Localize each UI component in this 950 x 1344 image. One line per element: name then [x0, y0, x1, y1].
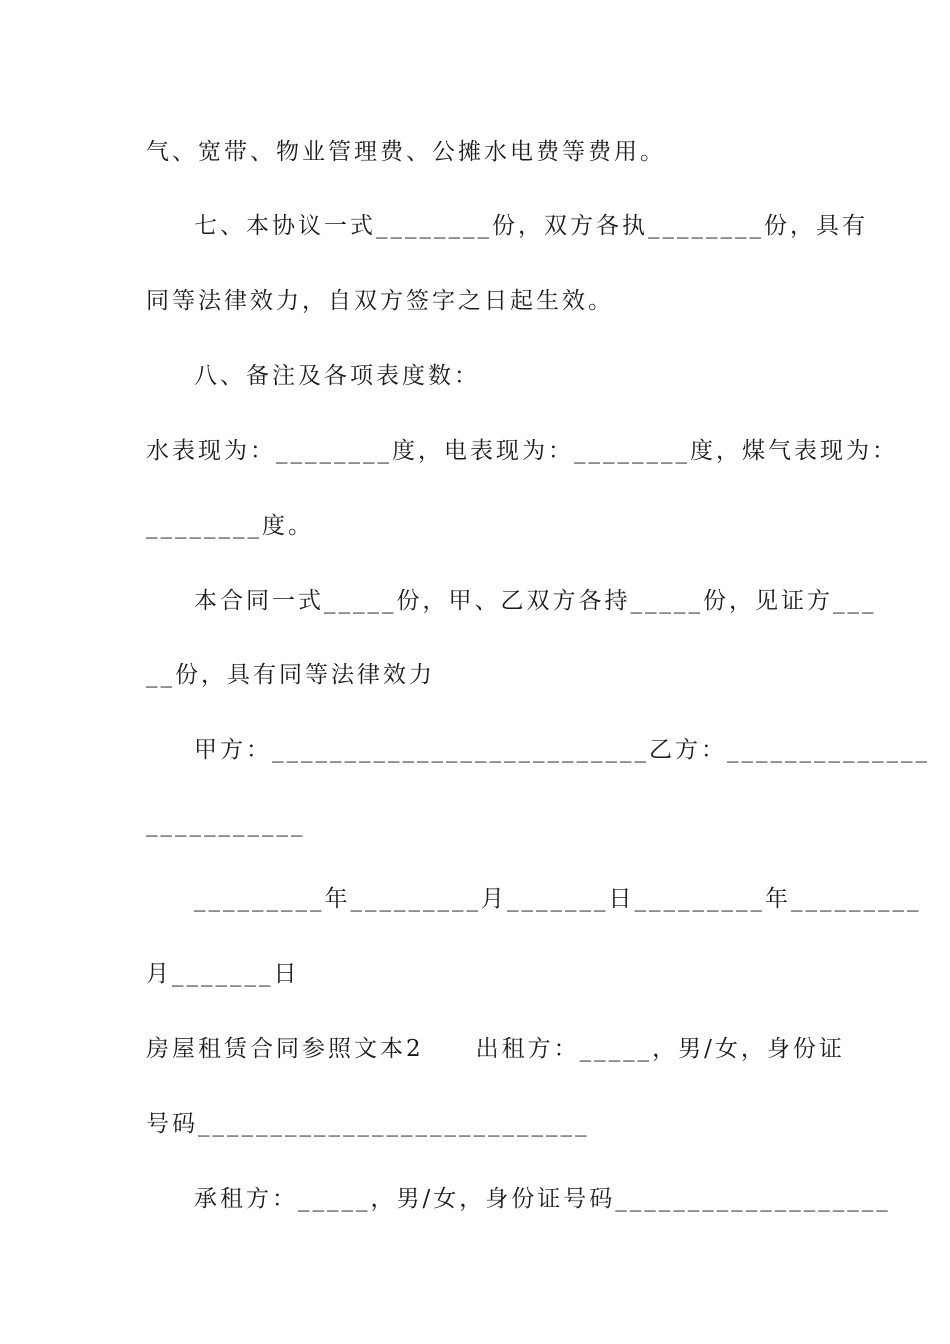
party-signature-continued: ___________	[146, 811, 306, 837]
contract-2-heading-landlord: 房屋租赁合同参照文本2 出租方：_____，男/女，身份证	[146, 1036, 845, 1062]
party-signature-line: 甲方：__________________________乙方：______________	[194, 737, 930, 763]
meter-readings-line: 水表现为：________度，电表现为：________度，煤气表现为：	[146, 438, 898, 464]
tenant-line: 承租方：_____，男/女，身份证号码___________________	[194, 1186, 891, 1212]
landlord-id-number: 号码___________________________	[146, 1111, 590, 1137]
clause-7-copies: 七、本协议一式________份，双方各执________份，具有	[194, 213, 868, 239]
paragraph-fees-continued: 气、宽带、物业管理费、公摊水电费等费用。	[146, 139, 666, 165]
clause-7-continued: 同等法律效力，自双方签字之日起生效。	[146, 288, 614, 314]
contract-copies-line: 本合同一式_____份，甲、乙双方各持_____份，见证方___	[194, 588, 877, 614]
date-line: _________年_________月_______日_________年_________	[194, 886, 922, 912]
contract-copies-continued: __份，具有同等法律效力	[146, 662, 435, 688]
meter-readings-continued: ________度。	[146, 513, 314, 539]
clause-8-heading: 八、备注及各项表度数：	[194, 363, 480, 389]
date-line-continued: 月_______日	[146, 961, 300, 987]
